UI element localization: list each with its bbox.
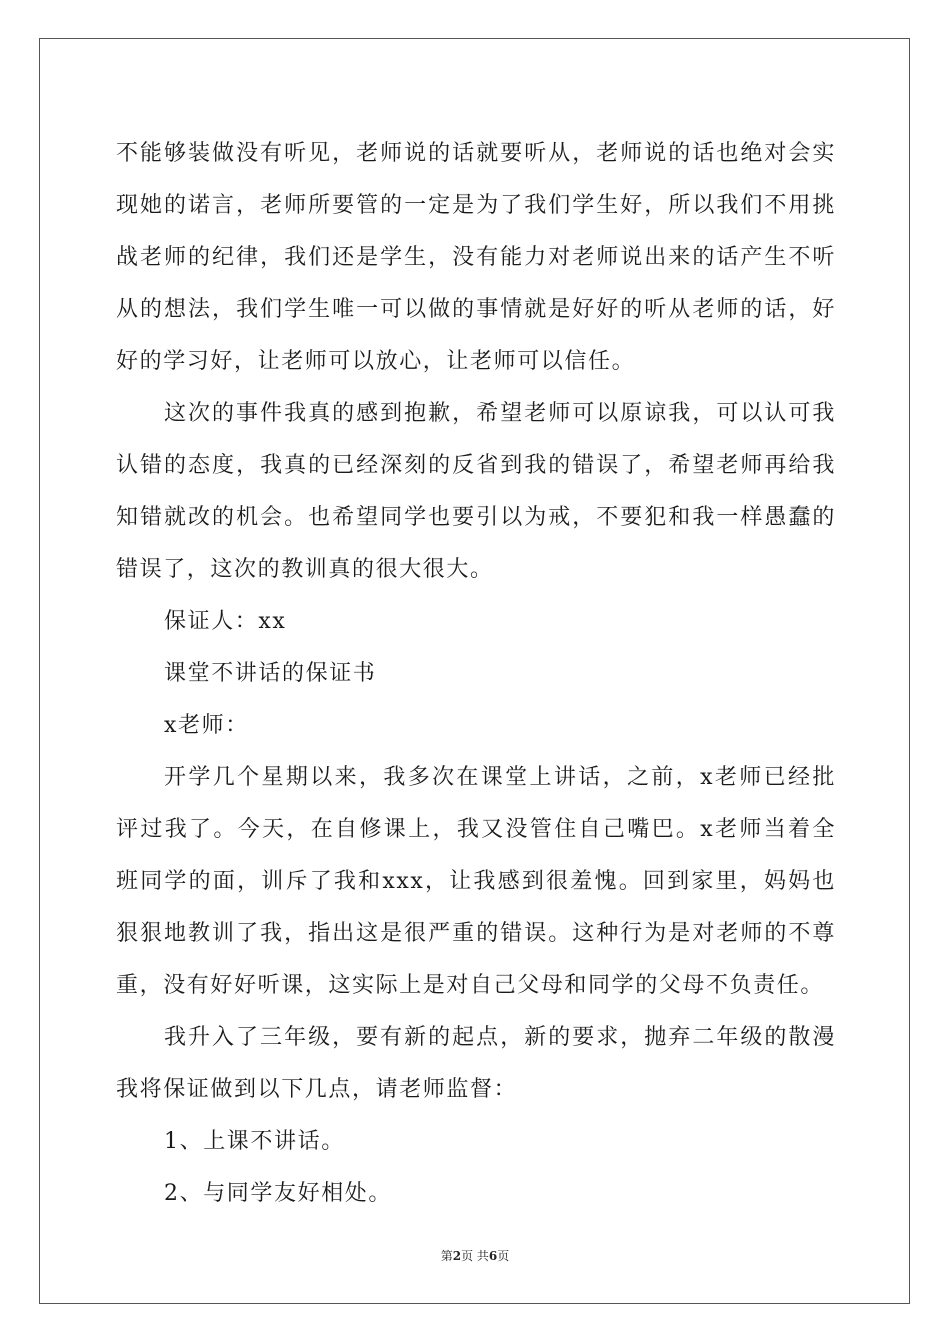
salutation: x老师：: [164, 713, 249, 738]
paragraph-1: 不能够装做没有听见，老师说的话就要听从，老师说的话也绝对会实现她的诺言，老师所要管的一定是为了我们学生好，所以我们不用挑战老师的纪律，我们还是学生，没有能力对老师说出来的话产生不听从的想法，我们学生唯一可以做的事情就是好好的听从老师的话，好好的学习好，让老师可以放心，让老师可以信任。: [116, 141, 836, 374]
list-item-2: 2、与同学友好相处。: [164, 1181, 392, 1206]
section-title: 课堂不讲话的保证书: [164, 661, 377, 686]
footer-prefix: 第: [440, 1249, 453, 1263]
paragraph-7: 我升入了三年级，要有新的起点，新的要求，抛弃二年级的散漫我将保证做到以下几点，请老师监督：: [116, 1025, 836, 1102]
paragraph-2: 这次的事件我真的感到抱歉，希望老师可以原谅我，可以认可我认错的态度，我真的已经深刻的反省到我的错误了，希望老师再给我知错就改的机会。也希望同学也要引以为戒，不要犯和我一样愚蠢的错误了，这次的教训真的很大很大。: [116, 401, 836, 582]
paragraph-6: 开学几个星期以来，我多次在课堂上讲话，之前，x老师已经批评过我了。今天，在自修课上，我又没管住自己嘴巴。x老师当着全班同学的面，训斥了我和xxx，让我感到很羞愧。回到家里，妈妈也狠狠地教训了我，指出这是很严重的错误。这种行为是对老师的不尊重，没有好好听课，这实际上是对自己父母和同学的父母不负责任。: [116, 765, 836, 998]
list-item-1: 1、上课不讲话。: [164, 1129, 345, 1154]
guarantor-line: 保证人：xx: [164, 609, 287, 634]
document-body: [116, 128, 836, 1220]
page-footer: [0, 1248, 950, 1264]
footer-total-pages: 6: [488, 1249, 498, 1263]
footer-middle: 页 共: [461, 1249, 489, 1263]
footer-page-number: 2: [452, 1249, 462, 1263]
footer-suffix: 页: [497, 1249, 510, 1263]
